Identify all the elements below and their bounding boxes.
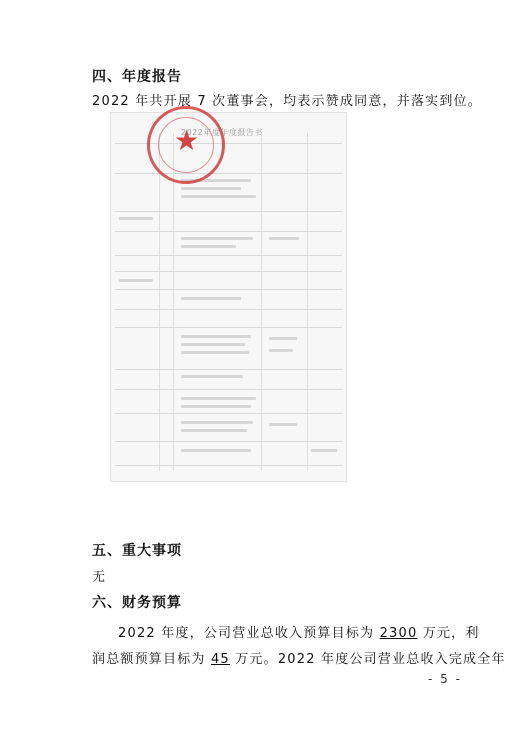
company-seal (147, 106, 225, 184)
section6-line2 (92, 648, 506, 667)
section5-heading: 五、重大事项 (92, 543, 182, 559)
profit-target-value: 45 (210, 652, 230, 667)
section4-heading: 四、年度报告 (92, 69, 182, 85)
section5-text: 无 (92, 570, 107, 585)
revenue-target-value: 2300 (379, 626, 418, 641)
line1-prefix: 2022 年度，公司营业总收入预算目标为 (118, 626, 380, 641)
line2-suffix: 万元。2022 年度公司营业总收入完成全年 (229, 652, 506, 667)
section4-text: 2022 年共开展 7 次董事会，均表示赞成同意，并落实到位。 (92, 94, 482, 109)
section6-line1 (118, 622, 480, 641)
line1-suffix: 万元，利 (417, 626, 480, 641)
page-number: - 5 - (428, 672, 462, 686)
scan-title: 2022年度年度报告书 (181, 128, 263, 137)
line2-prefix: 润总额预算目标为 (92, 652, 211, 667)
scanned-report-image (110, 112, 347, 482)
star-icon: ★ (174, 124, 200, 157)
section6-heading: 六、财务预算 (92, 595, 182, 611)
